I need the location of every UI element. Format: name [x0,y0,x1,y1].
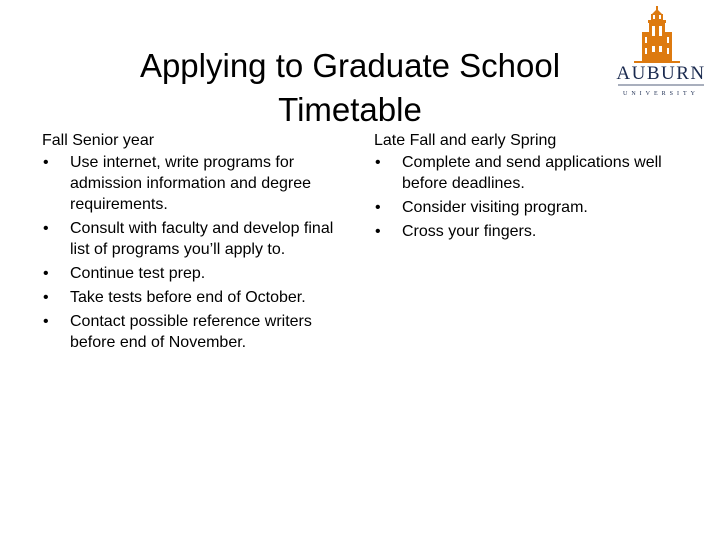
bullet-item: • Contact possible reference writers before end of November. [42,311,352,353]
slide-title-line-2: Timetable [278,91,422,129]
right-column-heading: Late Fall and early Spring [374,132,557,149]
bullet-item: • Consult with faculty and develop final list of programs you’ll apply to. [42,218,352,260]
tower-icon [604,4,718,100]
auburn-university-logo [604,4,718,100]
bullet-item: • Take tests before end of October. [42,287,352,308]
bullet-item: • Continue test prep. [42,263,352,284]
bullet-item: • Consider visiting program. [374,197,704,218]
logo-wordmark: AUBURN [616,63,706,84]
right-bullet-list [374,152,704,242]
left-column-heading: Fall Senior year [42,132,155,149]
logo-subtext: UNIVERSITY [623,91,699,97]
slide-title [90,44,610,132]
bullet-item: • Cross your fingers. [374,221,704,242]
right-column [374,130,704,245]
slide-title-line-1: Applying to Graduate School [139,47,561,85]
bullet-item: • Use internet, write programs for admission information and degree requirements. [42,152,352,215]
bullet-item: • Complete and send applications well before deadlines. [374,152,704,194]
left-column [42,130,352,356]
left-bullet-list [42,152,352,353]
